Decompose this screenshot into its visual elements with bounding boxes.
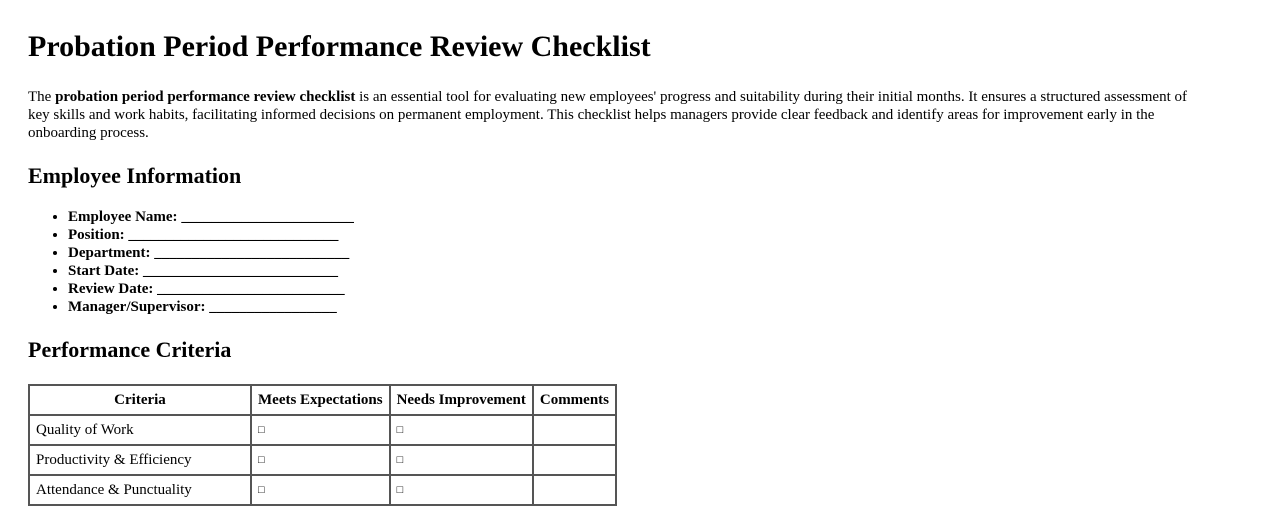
criteria-cell: Quality of Work: [29, 415, 251, 445]
page-title: Probation Period Performance Review Checklist: [28, 30, 651, 63]
criteria-cell: Attendance & Punctuality: [29, 475, 251, 505]
comments-cell[interactable]: [533, 445, 616, 475]
table-row: [29, 475, 616, 505]
needs-checkbox[interactable]: □: [390, 475, 533, 505]
needs-checkbox[interactable]: □: [390, 415, 533, 445]
field-blank: ____________________________: [128, 227, 339, 243]
field-blank: _________________________: [157, 281, 345, 297]
list-item: [68, 262, 1188, 280]
table-row: [29, 445, 616, 475]
performance-table: [28, 384, 617, 506]
criteria-cell: Productivity & Efficiency: [29, 445, 251, 475]
field-blank: _______________________: [181, 209, 354, 225]
needs-checkbox[interactable]: □: [390, 445, 533, 475]
table-row: [29, 415, 616, 445]
list-item: [68, 226, 1188, 244]
field-label: Position:: [68, 227, 125, 243]
list-item: [68, 298, 1188, 316]
comments-cell[interactable]: [533, 415, 616, 445]
meets-checkbox[interactable]: □: [251, 475, 390, 505]
list-item: [68, 280, 1188, 298]
meets-checkbox[interactable]: □: [251, 445, 390, 475]
performance-heading: Performance Criteria: [28, 337, 232, 362]
intro-paragraph: [28, 88, 1188, 142]
intro-bold: probation period performance review checklist: [55, 89, 356, 105]
comments-cell[interactable]: [533, 475, 616, 505]
field-blank: __________________________: [142, 263, 338, 279]
column-header: Meets Expectations: [251, 385, 390, 415]
employee-info-heading: Employee Information: [28, 163, 242, 188]
field-label: Department:: [68, 245, 151, 261]
column-header: Criteria: [29, 385, 251, 415]
field-label: Employee Name:: [68, 209, 178, 225]
field-label: Manager/Supervisor:: [68, 299, 206, 315]
field-blank: __________________________: [154, 245, 350, 261]
field-blank: _________________: [209, 299, 337, 315]
column-header: Needs Improvement: [390, 385, 533, 415]
list-item: [68, 208, 1188, 226]
list-item: [68, 244, 1188, 262]
employee-info-list: [28, 208, 1188, 316]
meets-checkbox[interactable]: □: [251, 415, 390, 445]
field-label: Review Date:: [68, 281, 154, 297]
field-label: Start Date:: [68, 263, 140, 279]
intro-text: is an essential tool for evaluating new employees' progress and suitability during their initial months. It ensures a structured assessment of key skills and work habits, facilitating informed decisions on permanent employment. This checklist helps managers provide clear feedback and identify areas for improvement early in the onboarding process.: [28, 89, 1187, 141]
column-header: Comments: [533, 385, 616, 415]
intro-text: The: [28, 89, 56, 105]
table-header-row: [29, 385, 616, 415]
